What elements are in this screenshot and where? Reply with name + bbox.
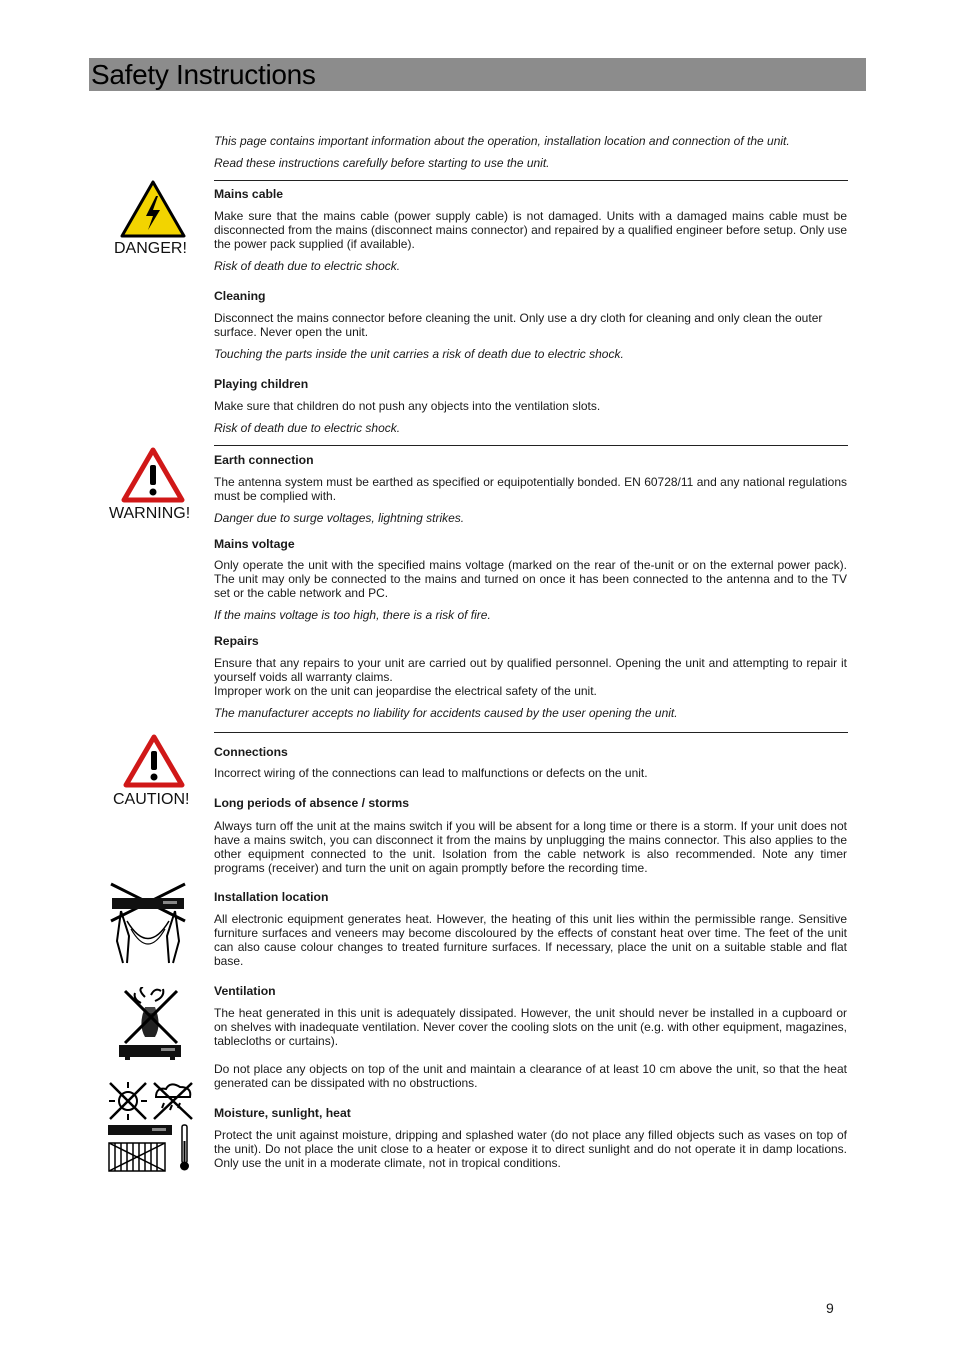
- intro-line-2: Read these instructions carefully before starting to use the unit.: [214, 156, 550, 170]
- repairs-body: Ensure that any repairs to your unit are carried out by qualified personnel. Opening the unit and attempting to repair it yourself voids all warranty claims.: [214, 656, 847, 684]
- warning-triangle-icon: [121, 447, 185, 503]
- section-divider: [214, 445, 848, 446]
- repairs-body-2: Improper work on the unit can jeopardise the electrical safety of the unit.: [214, 684, 597, 698]
- page-number: 9: [826, 1300, 834, 1316]
- installation-heading: Installation location: [214, 890, 329, 904]
- cleaning-heading: Cleaning: [214, 289, 266, 303]
- cleaning-note: Touching the parts inside the unit carries a risk of death due to electric shock.: [214, 347, 624, 361]
- absence-heading: Long periods of absence / storms: [214, 796, 410, 810]
- title-bar: [89, 58, 866, 91]
- ventilation-heading: Ventilation: [214, 984, 276, 998]
- repairs-heading: Repairs: [214, 634, 259, 648]
- no-objects-on-unit-icon: [115, 987, 185, 1063]
- mains-cable-note: Risk of death due to electric shock.: [214, 259, 401, 273]
- moisture-body: Protect the unit against moisture, dripping and splashed water (do not place any filled objects such as vases on top of the unit). Do not place the unit close to a heater or expose it to direct sunlight and do not operate it in damp locations. Only use the unit in a moderate climate, not in tropical conditions.: [214, 1128, 847, 1170]
- danger-label: DANGER!: [114, 240, 187, 257]
- intro-line-1: This page contains important information about the operation, installation location and connection of the unit.: [214, 134, 790, 148]
- caution-triangle-icon: [123, 734, 185, 788]
- sun-rain-heat-icon: [106, 1081, 198, 1173]
- no-unsuitable-location-icon: [107, 881, 189, 967]
- mains-voltage-body: Only operate the unit with the specified mains voltage (marked on the rear of the-unit or on the external power pack). The unit may only be connected to the mains and turned on once it has been connected to the antenna and to the TV set or the cable network and PC.: [214, 558, 847, 600]
- earth-connection-note: Danger due to surge voltages, lightning strikes.: [214, 511, 465, 525]
- earth-connection-heading: Earth connection: [214, 453, 314, 467]
- caution-label: CAUTION!: [113, 791, 190, 808]
- warning-label: WARNING!: [109, 505, 191, 522]
- repairs-note: The manufacturer accepts no liability for accidents caused by the user opening the unit.: [214, 706, 678, 720]
- playing-children-heading: Playing children: [214, 377, 309, 391]
- connections-heading: Connections: [214, 745, 288, 759]
- playing-children-body: Make sure that children do not push any objects into the ventilation slots.: [214, 399, 601, 413]
- mains-voltage-heading: Mains voltage: [214, 537, 295, 551]
- moisture-heading: Moisture, sunlight, heat: [214, 1106, 351, 1120]
- mains-cable-heading: Mains cable: [214, 187, 284, 201]
- ventilation-body-2: Do not place any objects on top of the unit and maintain a clearance of at least 10 cm above the unit, so that the heat generated can be dissipated with no obstructions.: [214, 1062, 847, 1090]
- connections-body: Incorrect wiring of the connections can lead to malfunctions or defects on the unit.: [214, 766, 648, 780]
- absence-body: Always turn off the unit at the mains switch if you will be absent for a long time or there is a storm. If your unit does not have a mains switch, you can disconnect it from the mains by unplugging the mains connector. This also applies to the other equipment connected to the unit. Isolation from the cable network is also recommended. Note any timer programs (receiver) and turn the unit on again promptly before the recording time.: [214, 819, 847, 875]
- high-voltage-icon: [120, 180, 186, 238]
- playing-children-note: Risk of death due to electric shock.: [214, 421, 401, 435]
- page-title: Safety Instructions: [91, 59, 316, 90]
- section-divider: [214, 732, 848, 733]
- installation-body: All electronic equipment generates heat. However, the heating of this unit lies within the permissible range. Sensitive furniture surfaces and veneers may become discoloured by the effects of constant heat over time. The feet of the unit can also cause colour changes to treated furniture surfaces. If necessary, place the unit on a suitable stable and flat base.: [214, 912, 847, 968]
- cleaning-body: Disconnect the mains connector before cleaning the unit. Only use a dry cloth for cleaning and only clean the outer surface. Never open the unit.: [214, 311, 823, 339]
- mains-cable-body: Make sure that the mains cable (power supply cable) is not damaged. Units with a damaged mains cable must be disconnected from the mains (disconnect mains connector) and repaired by a qualified engineer before setup. Only use the power pack supplied (if available).: [214, 209, 847, 251]
- earth-connection-body: The antenna system must be earthed as specified or equipotentially bonded. EN 60728/11 and any national regulations must be complied with.: [214, 475, 847, 503]
- section-divider: [214, 180, 848, 181]
- ventilation-body: The heat generated in this unit is adequately dissipated. However, the unit should never be installed in a cupboard or on shelves with inadequate ventilation. Never cover the cooling slots on the unit (e.g. with other equipment, magazines, tablecloths or curtains).: [214, 1006, 847, 1048]
- mains-voltage-note: If the mains voltage is too high, there is a risk of fire.: [214, 608, 491, 622]
